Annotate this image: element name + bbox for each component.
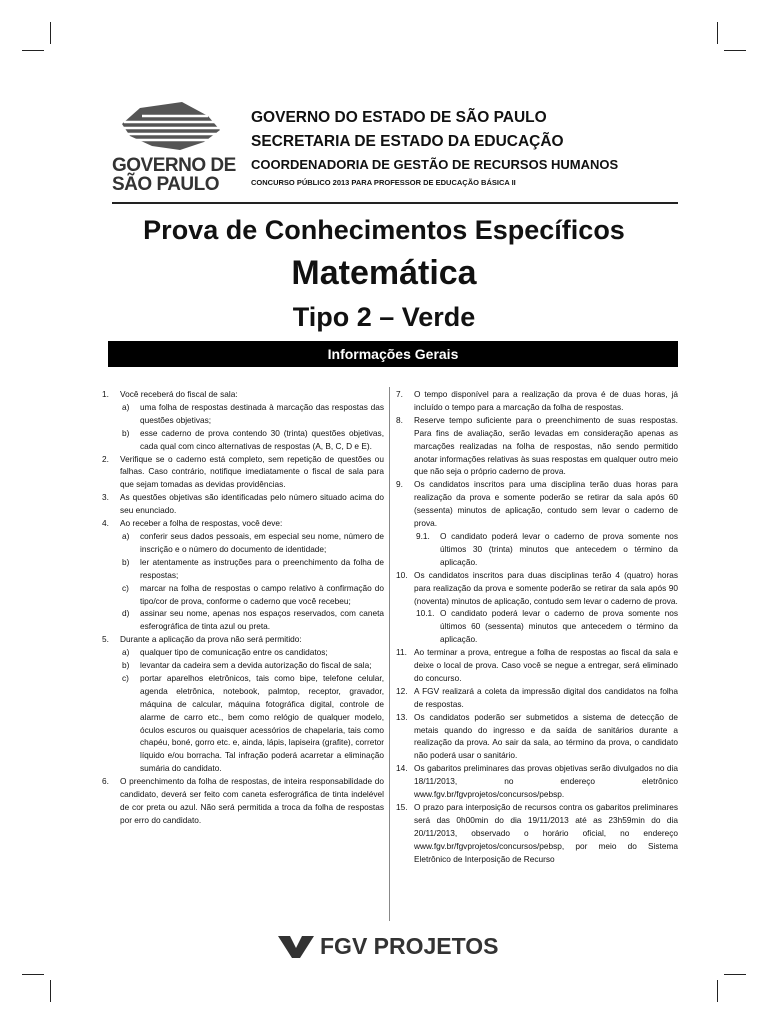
item-text: uma folha de respostas destinada à marcação das respostas das questões objetivas;: [140, 401, 384, 425]
item-text: Você receberá do fiscal de sala:: [120, 389, 238, 399]
column-divider: [389, 387, 390, 921]
instruction-item: [102, 388, 384, 401]
item-text: Ao terminar a prova, entregue a folha de respostas ao fiscal da sala e deixe o local de prova. Caso você se negue a entregar, será eliminado do concurso.: [414, 647, 678, 683]
logo-text-line1: GOVERNO DE: [112, 155, 236, 176]
instruction-item: [396, 530, 678, 569]
exam-title: Prova de Conhecimentos Específicos: [143, 215, 625, 245]
item-text: levantar da cadeira sem a devida autorização do fiscal de sala;: [140, 660, 372, 671]
item-text: O preenchimento da folha de respostas, de inteira responsabilidade do candidato, deverá ser feito com caneta esferográfica de tinta indelével de cor preta ou azul. Não será permitida a troca da folha de respostas por erro do candidato.: [120, 776, 384, 825]
instruction-item: [396, 569, 678, 608]
item-number: 14.: [396, 763, 408, 774]
item-number: 12.: [396, 685, 408, 696]
header-rule: [112, 202, 678, 204]
item-number: d): [122, 608, 130, 619]
instructions-left-column: [102, 388, 384, 827]
item-text: O candidato poderá levar o caderno de prova somente nos últimos 60 (sessenta) minutos que antecedem o término da aplicação.: [440, 608, 678, 645]
item-number: 8.: [396, 414, 403, 425]
item-text: Reserve tempo suficiente para o preenchimento de suas respostas. Para fins de avaliação, serão levadas em consideração apenas as marcações realizadas na folha de respostas, não sendo permitido anotar informações relativas às suas respostas em qualquer outro meio que não seja o próprio caderno de prova.: [414, 414, 678, 477]
instruction-item: [396, 801, 678, 866]
item-text: assinar seu nome, apenas nos espaços reservados, com caneta esferográfica de tinta azul ou preta.: [140, 608, 384, 632]
fgv-logo-icon: [276, 930, 316, 962]
item-number: 11.: [396, 647, 407, 658]
instruction-item: [102, 491, 384, 517]
instruction-item: [102, 646, 384, 659]
item-text: O tempo disponível para a realização da prova é de duas horas, já incluído o tempo para a marcação da folha de respostas.: [414, 389, 678, 412]
instruction-item: [396, 646, 678, 685]
crop-mark: [724, 974, 746, 975]
item-number: 1.: [102, 389, 109, 399]
instruction-item: [102, 401, 384, 427]
organization-block: [251, 106, 618, 190]
instruction-item: [102, 530, 384, 556]
item-number: b): [122, 556, 130, 567]
footer-brand: FGV PROJETOS: [320, 933, 499, 959]
crop-mark: [50, 980, 51, 1002]
section-bar: Informações Gerais: [108, 341, 678, 367]
item-number: 5.: [102, 634, 109, 645]
item-text: Os candidatos inscritos para uma disciplina terão duas horas para realização da prova e somente poderão se retirar da sala após 60 (sessenta) minutos de aplicação, contudo sem levar o caderno de prova.: [414, 479, 678, 529]
item-text: qualquer tipo de comunicação entre os candidatos;: [140, 647, 328, 658]
document-header: [112, 100, 677, 200]
crop-mark: [22, 50, 44, 51]
instruction-item: [102, 427, 384, 453]
sao-paulo-logo: [112, 100, 242, 200]
item-number: 6.: [102, 776, 109, 787]
crop-mark: [717, 980, 718, 1002]
item-text: Verifique se o caderno está completo, sem repetição de questões ou falhas. Caso contrário, notifique imediatamente o fiscal de sala para que sejam tomadas as devidas providências.: [120, 453, 384, 490]
item-number: 4.: [102, 518, 109, 529]
item-number: 15.: [396, 802, 408, 812]
item-number: 3.: [102, 492, 109, 503]
item-text: O prazo para interposição de recursos contra os gabaritos preliminares será das 0h00min do dia 19/11/2013 até as 23h59min do dia 20/11/2013, observado o horário oficial, no endereço www.fgv.br/fgvprojetos/concursos/pebsp, por meio do Sistema Eletrônico de Interposição de Recurso: [414, 802, 678, 864]
item-number: a): [122, 401, 130, 412]
instruction-item: [102, 582, 384, 608]
item-number: 9.: [396, 479, 403, 490]
instructions-right-column: [396, 388, 678, 866]
instruction-item: [396, 607, 678, 646]
subject-title: Matemática: [291, 254, 477, 292]
footer-logo: [276, 930, 516, 962]
item-text: esse caderno de prova contendo 30 (trinta) questões objetivas, cada qual com cinco alternativas de respostas (A, B, C, D e E).: [140, 427, 384, 451]
item-number: 9.1.: [416, 530, 430, 541]
item-text: Os candidatos poderão ser submetidos a sistema de detecção de metais quando do ingresso e da saída de sanitários durante a realização da prova. Ao sair da sala, ao término da prova, o candidato não poderá usar o sanitário.: [414, 711, 678, 761]
instruction-item: [102, 517, 384, 530]
item-text: Os candidatos inscritos para duas disciplinas terão 4 (quatro) horas para realização da prova e somente poderão se retirar da sala após 90 (noventa) minutos de aplicação, contudo sem levar o caderno de prova.: [414, 569, 678, 606]
instruction-item: [102, 556, 384, 582]
crop-mark: [50, 22, 51, 44]
item-number: b): [122, 660, 130, 671]
logo-text-line2: SÃO PAULO: [112, 174, 220, 195]
instruction-item: [396, 762, 678, 801]
item-number: a): [122, 647, 130, 658]
org-line-4: CONCURSO PÚBLICO 2013 PARA PROFESSOR DE EDUCAÇÃO BÁSICA II: [251, 178, 516, 187]
instruction-item: [102, 607, 384, 633]
item-text: ler atentamente as instruções para o preenchimento da folha de respostas;: [140, 556, 384, 580]
item-number: 10.: [396, 569, 408, 580]
item-text: Ao receber a folha de respostas, você deve:: [120, 518, 283, 529]
instruction-item: [396, 685, 678, 711]
org-line-3: COORDENADORIA DE GESTÃO DE RECURSOS HUMANOS: [251, 157, 619, 172]
item-text: portar aparelhos eletrônicos, tais como bipe, telefone celular, agenda eletrônica, notebook, palmtop, receptor, gravador, máquina de calcular, máquina fotográfica digital, controle de alarme de carro etc., bem como relógio de qualquer modelo, óculos escuros ou quaisquer acessórios de chapelaria, tais como chapéu, boné, gorro etc. e, ainda, lápis, lapiseira (grafite), corretor líquido e/ou borracha. Tal infração poderá acarretar a eliminação sumária do candidato.: [140, 672, 384, 774]
item-text: A FGV realizará a coleta da impressão digital dos candidatos na folha de respostas.: [414, 685, 678, 709]
instruction-item: [396, 711, 678, 763]
instruction-item: [102, 775, 384, 827]
org-line-1: GOVERNO DO ESTADO DE SÃO PAULO: [251, 109, 547, 126]
item-text: As questões objetivas são identificadas pelo número situado acima do seu enunciado.: [120, 492, 384, 516]
instruction-item: [396, 478, 678, 530]
instruction-item: [102, 633, 384, 646]
item-number: b): [122, 427, 130, 438]
instruction-item: [102, 453, 384, 492]
instruction-item: [396, 414, 678, 479]
exam-type: Tipo 2 – Verde: [292, 302, 476, 332]
instruction-item: [396, 388, 678, 414]
crop-mark: [724, 50, 746, 51]
item-number: c): [122, 582, 129, 593]
item-number: c): [122, 672, 129, 683]
item-text: marcar na folha de respostas o campo relativo à confirmação do tipo/cor de prova, conforme o caderno que você recebeu;: [140, 582, 384, 606]
crop-mark: [717, 22, 718, 44]
crop-mark: [22, 974, 44, 975]
item-number: a): [122, 530, 130, 541]
item-text: Os gabaritos preliminares das provas objetivas serão divulgados no dia 18/11/2013, no endereço eletrônico www.fgv.br/fgvprojetos/concursos/pebsp.: [414, 763, 678, 800]
item-text: O candidato poderá levar o caderno de prova somente nos últimos 30 (trinta) minutos que antecedem o término da aplicação.: [440, 530, 678, 567]
item-text: Durante a aplicação da prova não será permitido:: [120, 634, 302, 645]
org-line-2: SECRETARIA DE ESTADO DA EDUCAÇÃO: [251, 133, 564, 150]
instruction-item: [102, 672, 384, 775]
item-number: 7.: [396, 389, 403, 399]
item-number: 10.1.: [416, 608, 435, 619]
sao-paulo-map-icon: [112, 100, 242, 156]
item-text: conferir seus dados pessoais, em especial seu nome, número de inscrição e o número do documento de identidade;: [140, 530, 384, 554]
item-number: 13.: [396, 711, 408, 722]
item-number: 2.: [102, 453, 109, 464]
instruction-item: [102, 659, 384, 672]
